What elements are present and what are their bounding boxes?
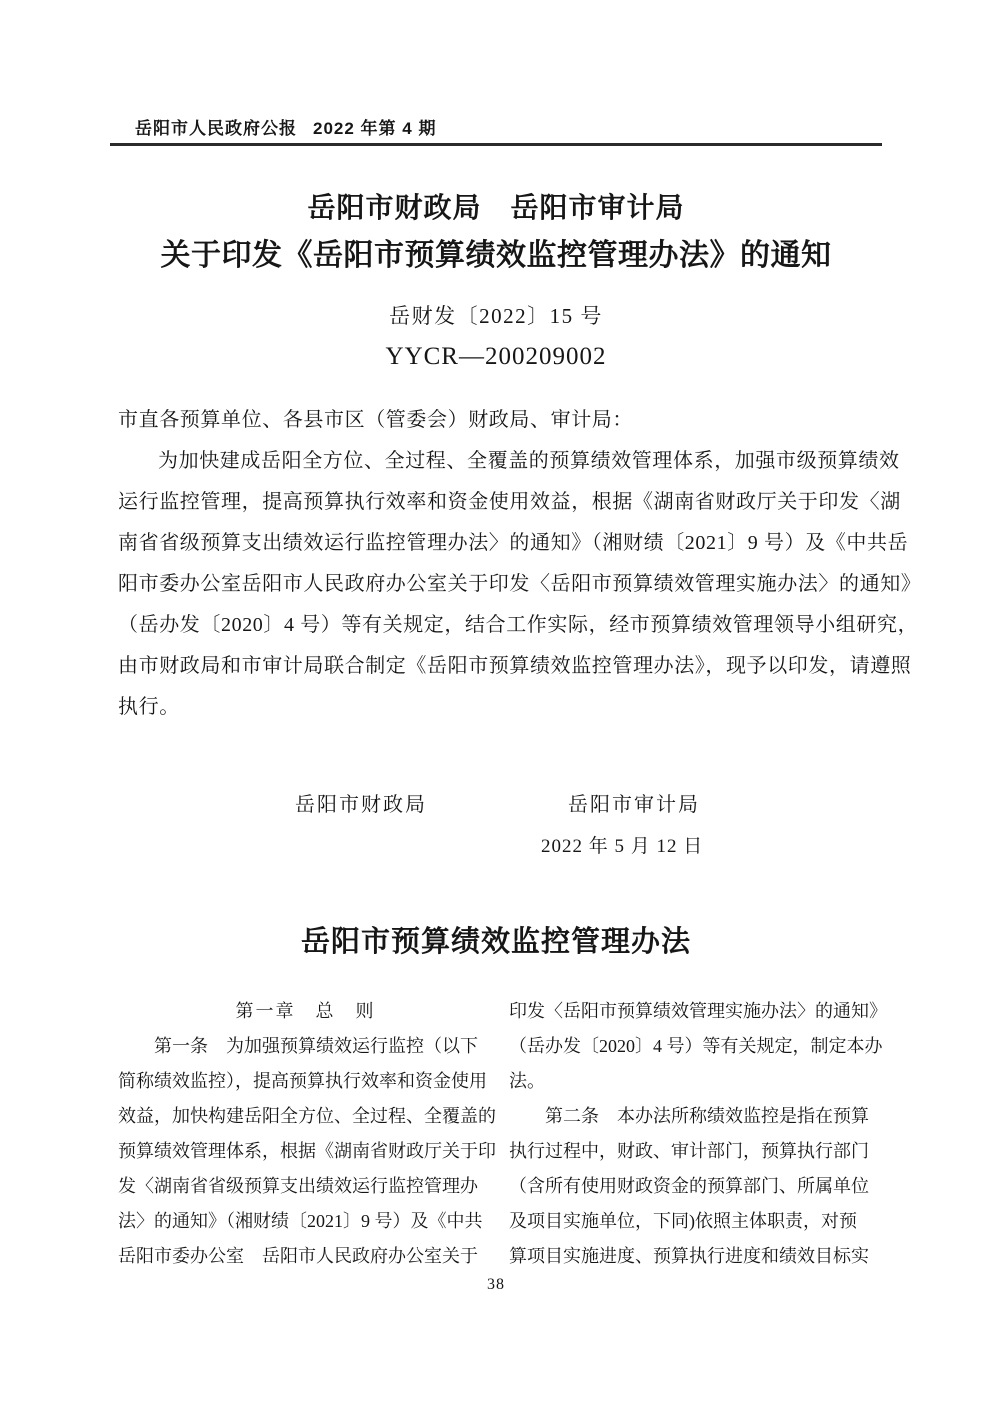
column-line: 及项目实施单位，下同)依照主体职责，对预 bbox=[509, 1211, 857, 1231]
notice-line: 阳市委办公室岳阳市人民政府办公室关于印发〈岳阳市预算绩效管理实施办法〉的通知》 bbox=[118, 573, 922, 595]
notice-line: 运行监控管理，提高预算执行效率和资金使用效益，根据《湖南省财政厅关于印发〈湖 bbox=[118, 491, 901, 513]
notice-line: 为加快建成岳阳全方位、全过程、全覆盖的预算绩效管理体系，加强市级预算绩效 bbox=[158, 450, 900, 472]
regulation-columns bbox=[118, 994, 887, 1274]
signature-agency-right: 岳阳市审计局 bbox=[568, 794, 700, 816]
column-line: 法〉的通知》（湘财绩〔2021〕9 号）及《中共 bbox=[118, 1211, 483, 1231]
column-line: 法。 bbox=[509, 1071, 545, 1091]
column-line: 效益，加快构建岳阳全方位、全过程、全覆盖的 bbox=[118, 1106, 496, 1126]
column-line: 发〈湖南省省级预算支出绩效运行监控管理办 bbox=[118, 1176, 478, 1196]
column-line: 简称绩效监控），提高预算执行效率和资金使用 bbox=[118, 1071, 487, 1091]
notice-body bbox=[118, 400, 922, 728]
page-number: 38 bbox=[487, 1276, 505, 1293]
column-line: 算项目实施进度、预算执行进度和绩效目标实 bbox=[509, 1246, 869, 1266]
notice-title-agencies: 岳阳市财政局 岳阳市审计局 bbox=[307, 193, 685, 224]
gazette-header bbox=[135, 114, 880, 139]
left-column bbox=[118, 994, 496, 1274]
column-line: 印发〈岳阳市预算绩效管理实施办法〉的通知》 bbox=[509, 1001, 887, 1021]
column-line: 第二条 本办法所称绩效监控是指在预算 bbox=[545, 1106, 869, 1126]
right-column bbox=[509, 994, 887, 1274]
salutation: 市直各预算单位、各县市区（管委会）财政局、审计局： bbox=[118, 409, 633, 431]
doc-number: 岳财发〔2022〕15 号 bbox=[389, 304, 603, 328]
notice-line: 由市财政局和市审计局联合制定《岳阳市预算绩效监控管理办法》，现予以印发，请遵照 bbox=[118, 655, 912, 677]
notice-title-subject: 关于印发《岳阳市预算绩效监控管理办法》的通知 bbox=[160, 239, 832, 272]
notice-line: 执行。 bbox=[118, 696, 180, 718]
column-line: （岳办发〔2020〕4 号）等有关规定，制定本办 bbox=[509, 1036, 883, 1056]
notice-line: 南省省级预算支出绩效运行监控管理办法〉的通知》（湘财绩〔2021〕9 号）及《中共岳 bbox=[118, 532, 909, 554]
column-line: 执行过程中，财政、审计部门，预算执行部门 bbox=[509, 1141, 869, 1161]
column-line: （含所有使用财政资金的预算部门、所属单位 bbox=[509, 1176, 869, 1196]
doc-code: YYCR—200209002 bbox=[385, 343, 607, 370]
column-line: 岳阳市委办公室 岳阳市人民政府办公室关于 bbox=[118, 1246, 478, 1266]
notice-line: （岳办发〔2020〕4 号）等有关规定，结合工作实际，经市预算绩效管理领导小组研究， bbox=[118, 614, 919, 636]
gazette-title: 岳阳市人民政府公报 bbox=[135, 119, 297, 138]
signature-date: 2022 年 5 月 12 日 bbox=[541, 836, 704, 857]
header-divider bbox=[110, 143, 882, 146]
column-line: 预算绩效管理体系，根据《湖南省财政厅关于印 bbox=[118, 1141, 496, 1161]
signature-agency-left: 岳阳市财政局 bbox=[295, 794, 427, 816]
regulation-title: 岳阳市预算绩效监控管理办法 bbox=[300, 926, 691, 958]
issue-label: 2022 年第 4 期 bbox=[313, 119, 437, 138]
chapter-heading: 第一章 总 则 bbox=[235, 1001, 376, 1021]
column-line: 第一条 为加强预算绩效运行监控（以下 bbox=[154, 1036, 478, 1056]
